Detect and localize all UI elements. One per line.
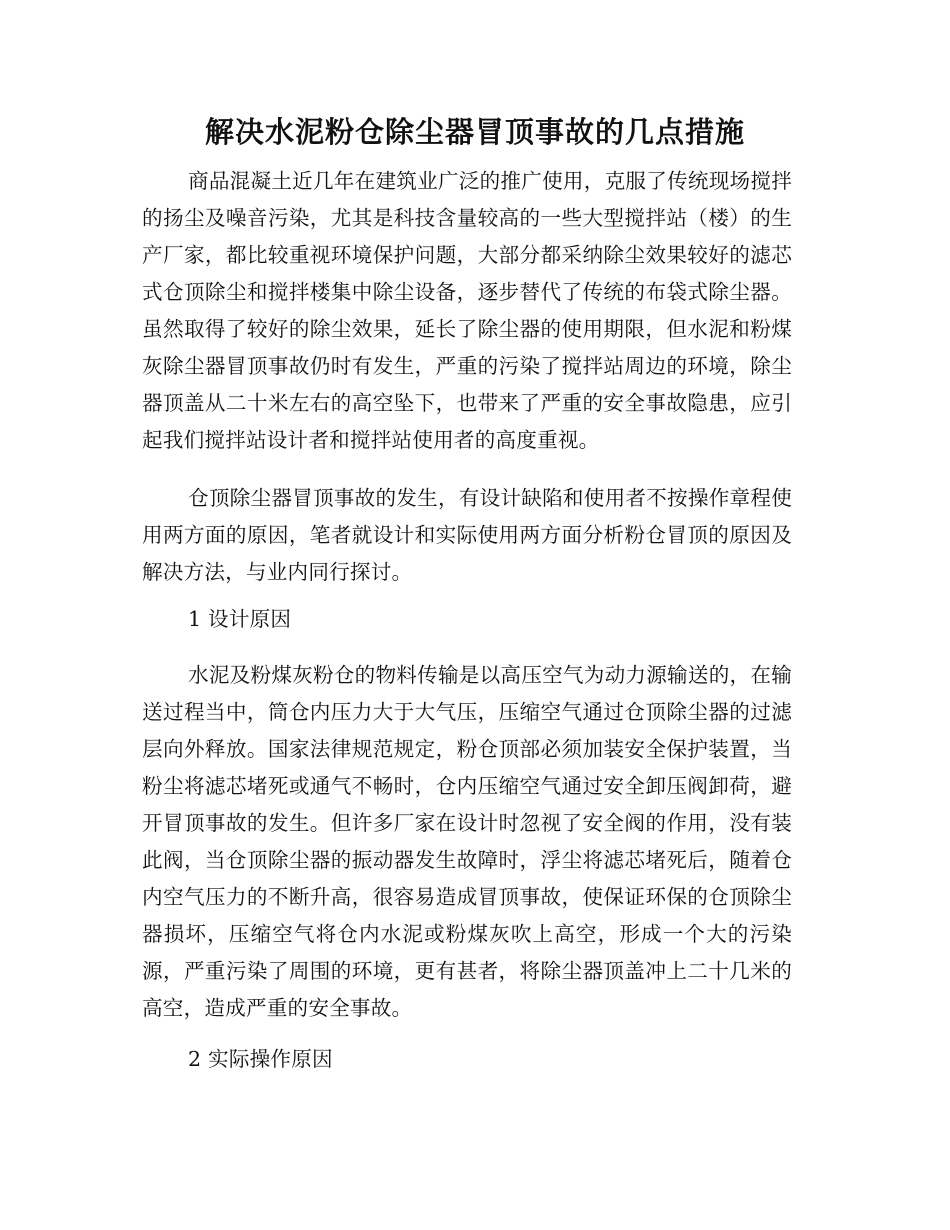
document-title: 解决水泥粉仓除尘器冒顶事故的几点措施 bbox=[204, 115, 745, 149]
paragraph-causes-overview: 仓顶除尘器冒顶事故的发生，有设计缺陷和使用者不按操作章程使用两方面的原因，笔者就设计和实际使用两方面分析粉仓冒顶的原因及解决方法，与业内同行探讨。 bbox=[142, 486, 792, 584]
section-heading-design: 1 设计原因 bbox=[188, 607, 292, 631]
section-heading-operation: 2 实际操作原因 bbox=[188, 1047, 333, 1071]
paragraph-design-causes: 水泥及粉煤灰粉仓的物料传输是以高压空气为动力源输送的，在输送过程当中，筒仓内压力大于大气压，压缩空气通过仓顶除尘器的过滤层向外释放。国家法律规范规定，粉仓顶部必须加装安全保护装置，当粉尘将滤芯堵死或通气不畅时，仓内压缩空气通过安全卸压阀卸荷，避开冒顶事故的发生。但许多厂家在设计时忽视了安全阀的作用，没有装此阀，当仓顶除尘器的振动器发生故障时，浮尘将滤芯堵死后，随着仓内空气压力的不断升高，很容易造成冒顶事故，使保证环保的仓顶除尘器损坏，压缩空气将仓内水泥或粉煤灰吹上高空，形成一个大的污染源，严重污染了周围的环境，更有甚者，将除尘器顶盖冲上二十几米的高空，造成严重的安全事故。 bbox=[142, 663, 792, 1020]
paragraph-intro: 商品混凝土近几年在建筑业广泛的推广使用，克服了传统现场搅拌的扬尘及噪音污染，尤其是科技含量较高的一些大型搅拌站（楼）的生产厂家，都比较重视环境保护问题，大部分都采纳除尘效果较好的滤芯式仓顶除尘和搅拌楼集中除尘设备，逐步替代了传统的布袋式除尘器。虽然取得了较好的除尘效果，延长了除尘器的使用期限，但水泥和粉煤灰除尘器冒顶事故仍时有发生，严重的污染了搅拌站周边的环境，除尘器顶盖从二十米左右的高空坠下，也带来了严重的安全事故隐患，应引起我们搅拌站设计者和搅拌站使用者的高度重视。 bbox=[142, 169, 792, 452]
